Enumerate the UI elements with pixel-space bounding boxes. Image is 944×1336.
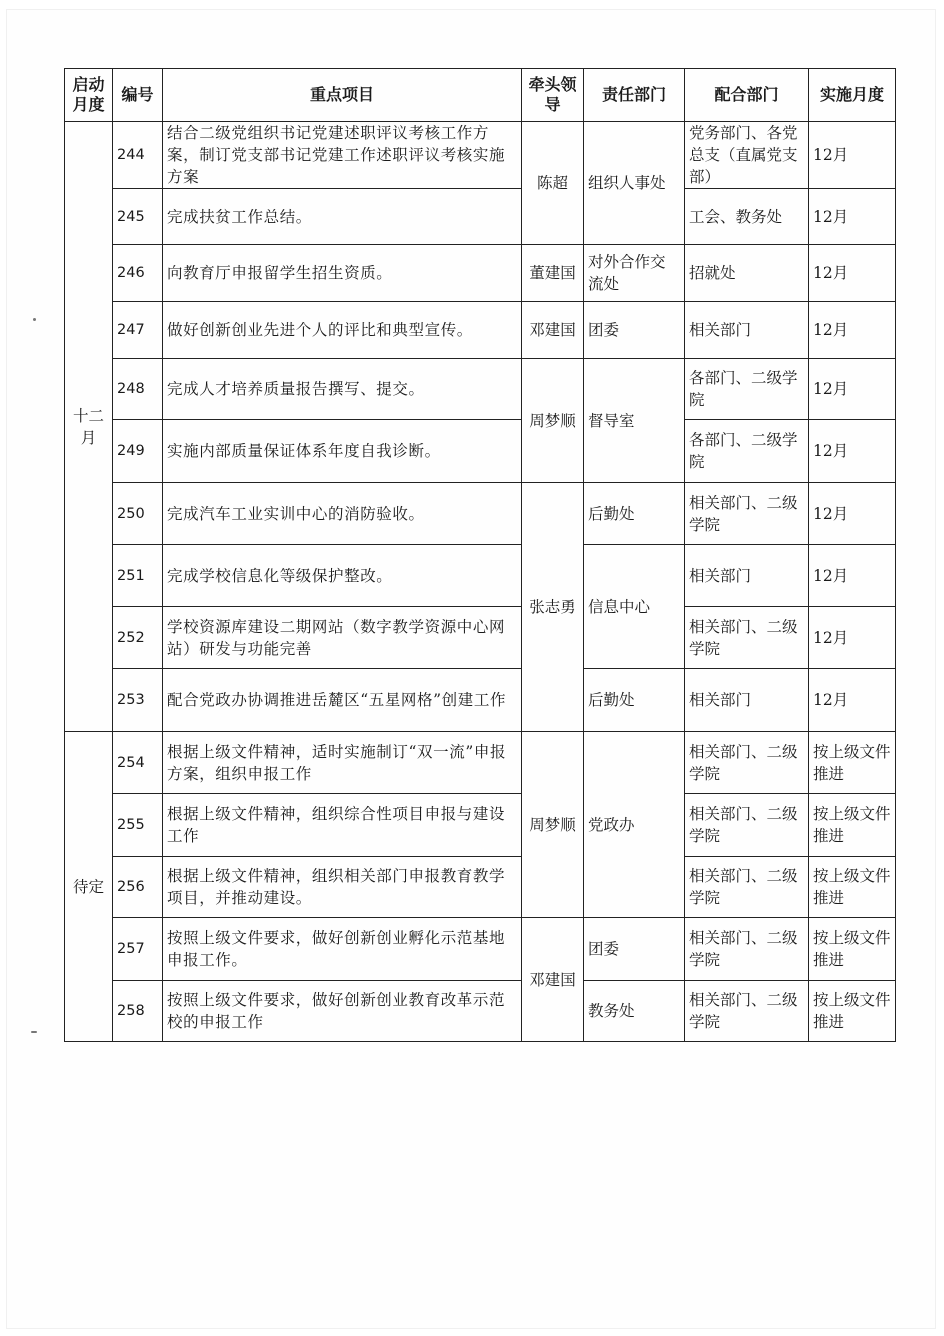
project-description: 向教育厅申报留学生招生资质。 [163, 245, 522, 302]
cooperating-dept: 相关部门、二级学院 [685, 794, 809, 857]
header-project: 重点项目 [163, 69, 522, 122]
start-month-pending: 待定 [65, 732, 113, 1042]
responsible-dept: 团委 [584, 918, 685, 981]
cooperating-dept: 相关部门、二级学院 [685, 857, 809, 918]
project-description: 学校资源库建设二期网站（数字教学资源中心网站）研发与功能完善 [163, 607, 522, 669]
implementation-month: 12月 [809, 607, 896, 669]
implementation-month: 12月 [809, 245, 896, 302]
project-description: 按照上级文件要求，做好创新创业孵化示范基地申报工作。 [163, 918, 522, 981]
project-description: 按照上级文件要求，做好创新创业教育改革示范校的申报工作 [163, 981, 522, 1042]
project-description: 完成人才培养质量报告撰写、提交。 [163, 359, 522, 420]
cooperating-dept: 党务部门、各党总支（直属党支部） [685, 122, 809, 189]
cooperating-dept: 相关部门、二级学院 [685, 981, 809, 1042]
item-number: 247 [113, 302, 163, 359]
implementation-month: 12月 [809, 420, 896, 483]
scan-speck [31, 1031, 37, 1033]
cooperating-dept: 各部门、二级学院 [685, 420, 809, 483]
cooperating-dept: 相关部门、二级学院 [685, 607, 809, 669]
table-row [65, 359, 896, 420]
table-row [65, 302, 896, 359]
cooperating-dept: 相关部门 [685, 545, 809, 607]
implementation-month: 12月 [809, 189, 896, 245]
responsible-dept: 对外合作交流处 [584, 245, 685, 302]
item-number: 254 [113, 732, 163, 794]
item-number: 246 [113, 245, 163, 302]
responsible-dept: 教务处 [584, 981, 685, 1042]
cooperating-dept: 相关部门 [685, 669, 809, 732]
item-number: 251 [113, 545, 163, 607]
implementation-month: 12月 [809, 483, 896, 545]
table-row [65, 189, 896, 245]
implementation-month: 按上级文件推进 [809, 732, 896, 794]
project-description: 配合党政办协调推进岳麓区“五星网格”创建工作 [163, 669, 522, 732]
header-implementation-month: 实施月度 [809, 69, 896, 122]
header-month: 启动月度 [65, 69, 113, 122]
table-row [65, 122, 896, 189]
responsible-dept: 督导室 [584, 359, 685, 483]
project-description: 根据上级文件精神，组织综合性项目申报与建设工作 [163, 794, 522, 857]
cooperating-dept: 工会、教务处 [685, 189, 809, 245]
cooperating-dept: 招就处 [685, 245, 809, 302]
table-row [65, 420, 896, 483]
item-number: 245 [113, 189, 163, 245]
start-month-december: 十二月 [65, 122, 113, 732]
responsible-dept: 后勤处 [584, 669, 685, 732]
work-plan-table [64, 68, 896, 1042]
implementation-month: 按上级文件推进 [809, 981, 896, 1042]
cooperating-dept: 相关部门 [685, 302, 809, 359]
lead-leader: 邓建国 [522, 918, 584, 1042]
responsible-dept: 后勤处 [584, 483, 685, 545]
responsible-dept: 团委 [584, 302, 685, 359]
implementation-month: 12月 [809, 545, 896, 607]
implementation-month: 按上级文件推进 [809, 857, 896, 918]
lead-leader: 董建国 [522, 245, 584, 302]
implementation-month: 12月 [809, 669, 896, 732]
project-description: 根据上级文件精神，适时实施制订“双一流”申报方案，组织申报工作 [163, 732, 522, 794]
table-row [65, 545, 896, 607]
header-responsible-dept: 责任部门 [584, 69, 685, 122]
item-number: 255 [113, 794, 163, 857]
table-row [65, 732, 896, 794]
item-number: 253 [113, 669, 163, 732]
item-number: 249 [113, 420, 163, 483]
implementation-month: 按上级文件推进 [809, 918, 896, 981]
project-description: 根据上级文件精神，组织相关部门申报教育教学项目，并推动建设。 [163, 857, 522, 918]
lead-leader: 周梦顺 [522, 732, 584, 918]
implementation-month: 12月 [809, 359, 896, 420]
implementation-month: 12月 [809, 302, 896, 359]
item-number: 257 [113, 918, 163, 981]
item-number: 256 [113, 857, 163, 918]
table-row [65, 483, 896, 545]
table-row [65, 669, 896, 732]
project-description: 完成汽车工业实训中心的消防验收。 [163, 483, 522, 545]
table-row [65, 607, 896, 669]
lead-leader: 张志勇 [522, 483, 584, 732]
project-description: 结合二级党组织书记党建述职评议考核工作方案，制订党支部书记党建工作述职评议考核实施方案 [163, 122, 522, 189]
lead-leader: 邓建国 [522, 302, 584, 359]
responsible-dept: 组织人事处 [584, 122, 685, 245]
item-number: 250 [113, 483, 163, 545]
cooperating-dept: 各部门、二级学院 [685, 359, 809, 420]
responsible-dept: 党政办 [584, 732, 685, 918]
scan-speck [33, 318, 36, 321]
item-number: 248 [113, 359, 163, 420]
header-row [65, 69, 896, 122]
cooperating-dept: 相关部门、二级学院 [685, 483, 809, 545]
project-description: 完成学校信息化等级保护整改。 [163, 545, 522, 607]
table-row [65, 981, 896, 1042]
project-description: 实施内部质量保证体系年度自我诊断。 [163, 420, 522, 483]
table-row [65, 918, 896, 981]
lead-leader: 陈超 [522, 122, 584, 245]
item-number: 252 [113, 607, 163, 669]
table-row [65, 857, 896, 918]
project-description: 做好创新创业先进个人的评比和典型宣传。 [163, 302, 522, 359]
cooperating-dept: 相关部门、二级学院 [685, 918, 809, 981]
header-number: 编号 [113, 69, 163, 122]
lead-leader: 周梦顺 [522, 359, 584, 483]
cooperating-dept: 相关部门、二级学院 [685, 732, 809, 794]
table-row [65, 245, 896, 302]
implementation-month: 按上级文件推进 [809, 794, 896, 857]
implementation-month: 12月 [809, 122, 896, 189]
header-leader: 牵头领导 [522, 69, 584, 122]
header-cooperating-dept: 配合部门 [685, 69, 809, 122]
item-number: 258 [113, 981, 163, 1042]
responsible-dept: 信息中心 [584, 545, 685, 669]
item-number: 244 [113, 122, 163, 189]
project-description: 完成扶贫工作总结。 [163, 189, 522, 245]
table-row [65, 794, 896, 857]
